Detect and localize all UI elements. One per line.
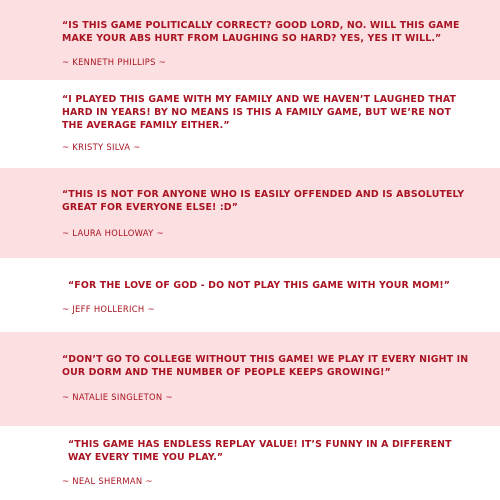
testimonial-quote: “FOR THE LOVE OF GOD - DO NOT PLAY THIS GAME WITH YOUR MOM!” (68, 280, 451, 291)
testimonial-card (0, 80, 500, 168)
testimonial-author: ~ KENNETH PHILLIPS ~ (62, 57, 167, 67)
testimonial-author: ~ NATALIE SINGLETON ~ (62, 392, 173, 402)
testimonial-card (0, 258, 500, 332)
testimonial-quote: “I PLAYED THIS GAME WITH MY FAMILY AND WE HAVEN’T LAUGHED THAT HARD IN YEARS! BY NO MEANS IS THIS A FAMILY GAME, BUT WE’RE NOT THE AVERAGE FAMILY EITHER.” (62, 94, 457, 131)
testimonial-card (0, 168, 500, 258)
testimonial-author: ~ KRISTY SILVA ~ (62, 142, 141, 152)
testimonial-card (0, 332, 500, 426)
testimonial-quote: “DON’T GO TO COLLEGE WITHOUT THIS GAME! WE PLAY IT EVERY NIGHT IN OUR DORM AND THE NUMBER OF PEOPLE KEEPS GROWING!” (62, 354, 469, 378)
testimonial-author: ~ JEFF HOLLERICH ~ (62, 304, 155, 314)
testimonial-quote: “IS THIS GAME POLITICALLY CORRECT? GOOD LORD, NO. WILL THIS GAME MAKE YOUR ABS HURT FROM LAUGHING SO HARD? YES, YES IT WILL.” (62, 20, 460, 44)
testimonial-quote: “THIS GAME HAS ENDLESS REPLAY VALUE! IT’S FUNNY IN A DIFFERENT WAY EVERY TIME YOU PLAY.” (68, 439, 452, 463)
testimonial-card (0, 0, 500, 80)
testimonial-card (0, 426, 500, 500)
testimonial-author: ~ LAURA HOLLOWAY ~ (62, 228, 164, 238)
testimonial-author: ~ NEAL SHERMAN ~ (62, 476, 153, 486)
testimonial-quote: “THIS IS NOT FOR ANYONE WHO IS EASILY OFFENDED AND IS ABSOLUTELY GREAT FOR EVERYONE ELSE! :D” (62, 189, 465, 213)
